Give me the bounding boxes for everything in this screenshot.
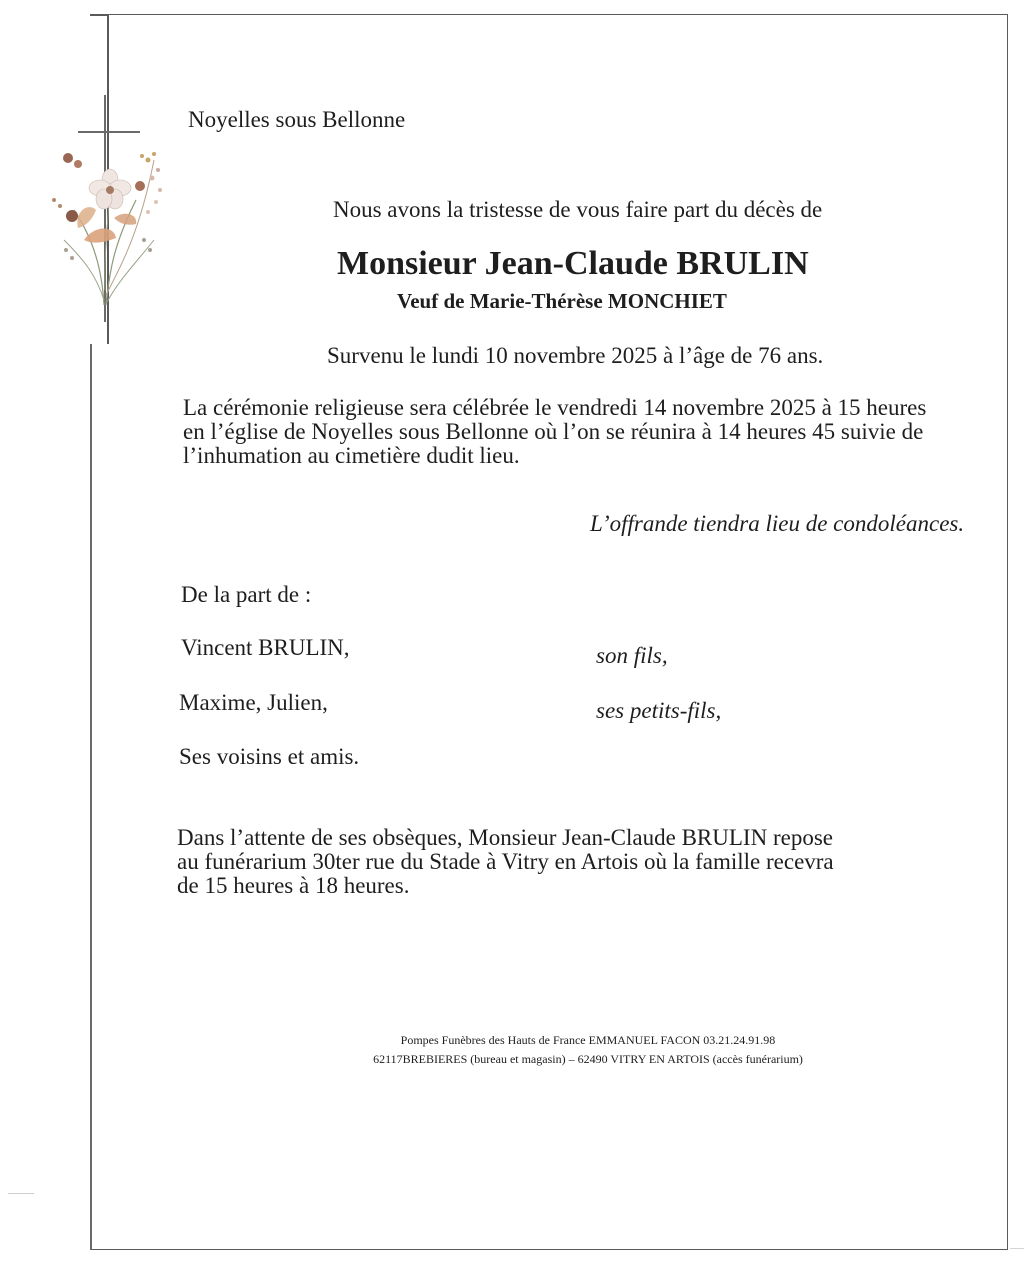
ceremony-line: l’inhumation au cimetière dudit lieu. (183, 443, 520, 468)
friends-line: Ses voisins et amis. (179, 744, 360, 769)
cross-with-flowers-icon (44, 90, 174, 330)
death-notice: Survenu le lundi 10 novembre 2025 à l’âge de 76 ans. (327, 343, 824, 368)
family-name: Maxime, Julien, (179, 690, 328, 715)
scan-mark (1010, 1248, 1024, 1249)
ceremony-paragraph (183, 396, 926, 468)
offering-note: L’offrande tiendra lieu de condoléances. (590, 511, 965, 536)
frame-top-segment (90, 14, 108, 16)
ceremony-line: La cérémonie religieuse sera célébrée le vendredi 14 novembre 2025 à 15 heures (183, 395, 927, 420)
ceremony-line: en l’église de Noyelles sous Bellonne où l’on se réunira à 14 heures 45 suivie de (183, 419, 924, 444)
from-label: De la part de : (181, 582, 312, 607)
location: Noyelles sous Bellonne (188, 107, 406, 132)
family-relation: son fils, (596, 643, 668, 668)
funeral-home-footer (308, 1031, 868, 1069)
visitation-paragraph (177, 826, 834, 898)
scan-mark (8, 1193, 34, 1194)
spouse-line: Veuf de Marie-Thérèse MONCHIET (397, 289, 727, 313)
visitation-line: Dans l’attente de ses obsèques, Monsieur Jean-Claude BRULIN repose (177, 825, 833, 850)
deceased-name: Monsieur Jean-Claude BRULIN (337, 245, 809, 282)
footer-line: Pompes Funèbres des Hauts de France EMMANUEL FACON 03.21.24.91.98 (400, 1033, 776, 1047)
intro-text: Nous avons la tristesse de vous faire part du décès de (333, 197, 823, 222)
visitation-line: au funérarium 30ter rue du Stade à Vitry en Artois où la famille recevra (177, 849, 834, 874)
frame-left-lower (90, 344, 92, 1250)
family-relation: ses petits-fils, (596, 698, 722, 723)
family-name: Vincent BRULIN, (181, 635, 350, 660)
visitation-line: de 15 heures à 18 heures. (177, 873, 410, 898)
footer-line: 62117BREBIERES (bureau et magasin) – 62490 VITRY EN ARTOIS (accès funérarium) (373, 1052, 803, 1066)
